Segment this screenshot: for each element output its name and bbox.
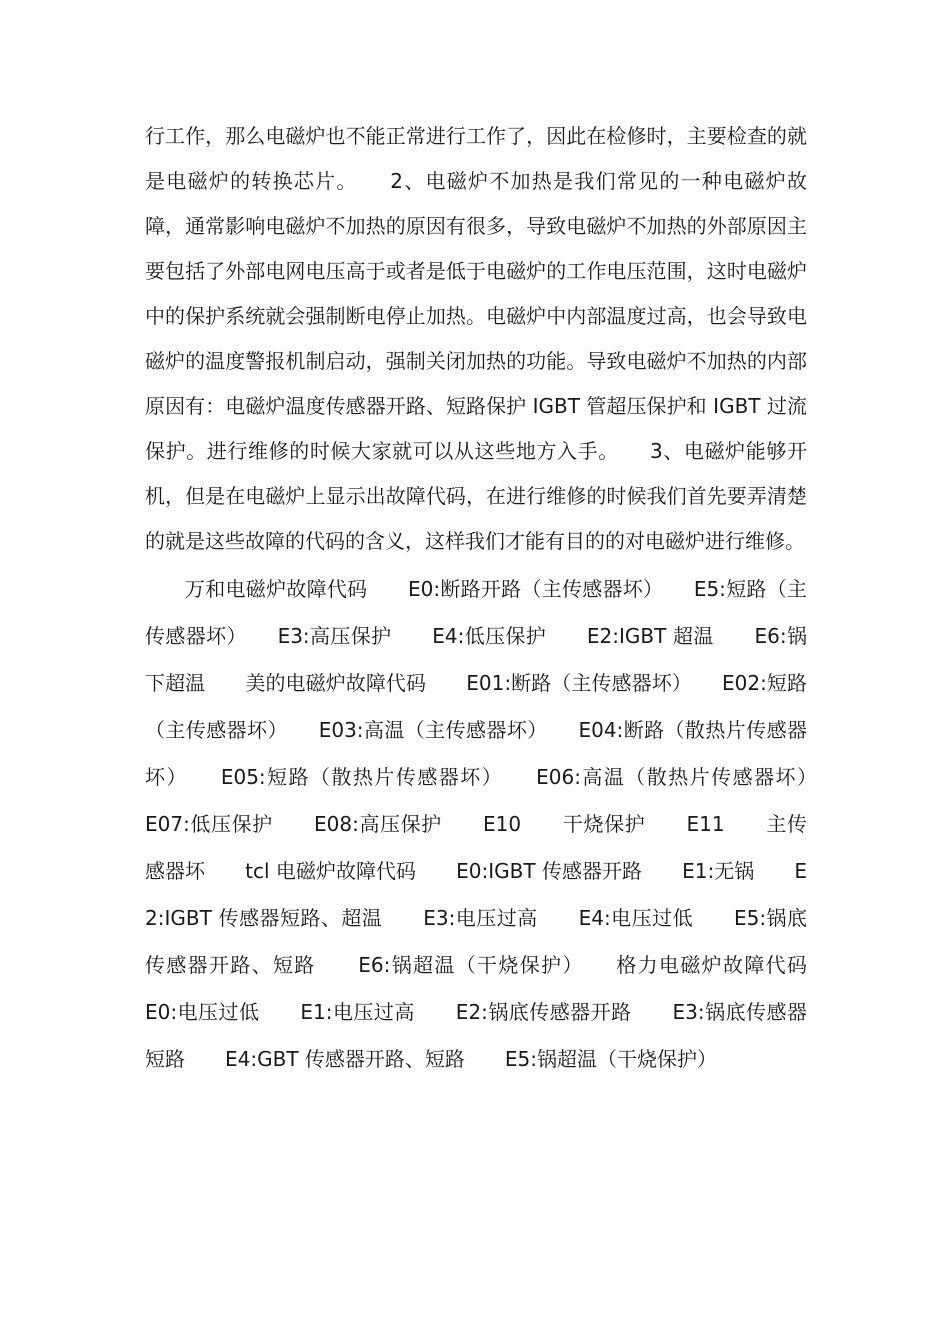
- paragraph-error-codes: 万和电磁炉故障代码 E0:断路开路（主传感器坏） E5:短路（主传感器坏） E3:高压保护 E4:低压保护 E2:IGBT 超温 E6:锅下超温 美的电磁炉故障代码 E01:断路（主传感器坏） E02:短路（主传感器坏） E03:高温（主传感器坏） E04:断路（散热片传感器坏） E05:短路（散热片传感器坏） E06:高温（散热片传感器坏） E07:低压保护 E08:高压保护 E10 干烧保护 E11 主传感器坏 tcl 电磁炉故障代码 E0:IGBT 传感器开路 E1:无锅 E2:IGBT 传感器短路、超温 E3:电压过高 E4:电压过低 E5:锅底传感器开路、短路 E6:锅超温（干烧保护） 格力电磁炉故障代码 E0:电压过低 E1:电压过高 E2:锅底传感器开路 E3:锅底传感器短路 E4:GBT 传感器开路、短路 E5:锅超温（干烧保护）: [145, 577, 847, 1071]
- paragraph-repair-notes: 行工作，那么电磁炉也不能正常进行工作了，因此在检修时，主要检查的就是电磁炉的转换芯片。 2、电磁炉不加热是我们常见的一种电磁炉故障，通常影响电磁炉不加热的原因有很多，导致电磁炉不加热的外部原因主要包括了外部电网电压高于或者是低于电磁炉的工作电压范围，这时电磁炉中的保护系统就会强制断电停止加热。电磁炉中内部温度过高，也会导致电磁炉的温度警报机制启动，强制关闭加热的功能。导致电磁炉不加热的内部原因有：电磁炉温度传感器开路、短路保护 IGBT 管超压保护和 IGBT 过流保护。进行维修的时候大家就可以从这些地方入手。 3、电磁炉能够开机，但是在电磁炉上显示出故障代码，在进行维修的时候我们首先要弄清楚的就是这些故障的代码的含义，这样我们才能有目的的对电磁炉进行维修。: [145, 124, 807, 553]
- document-body: [145, 114, 847, 1083]
